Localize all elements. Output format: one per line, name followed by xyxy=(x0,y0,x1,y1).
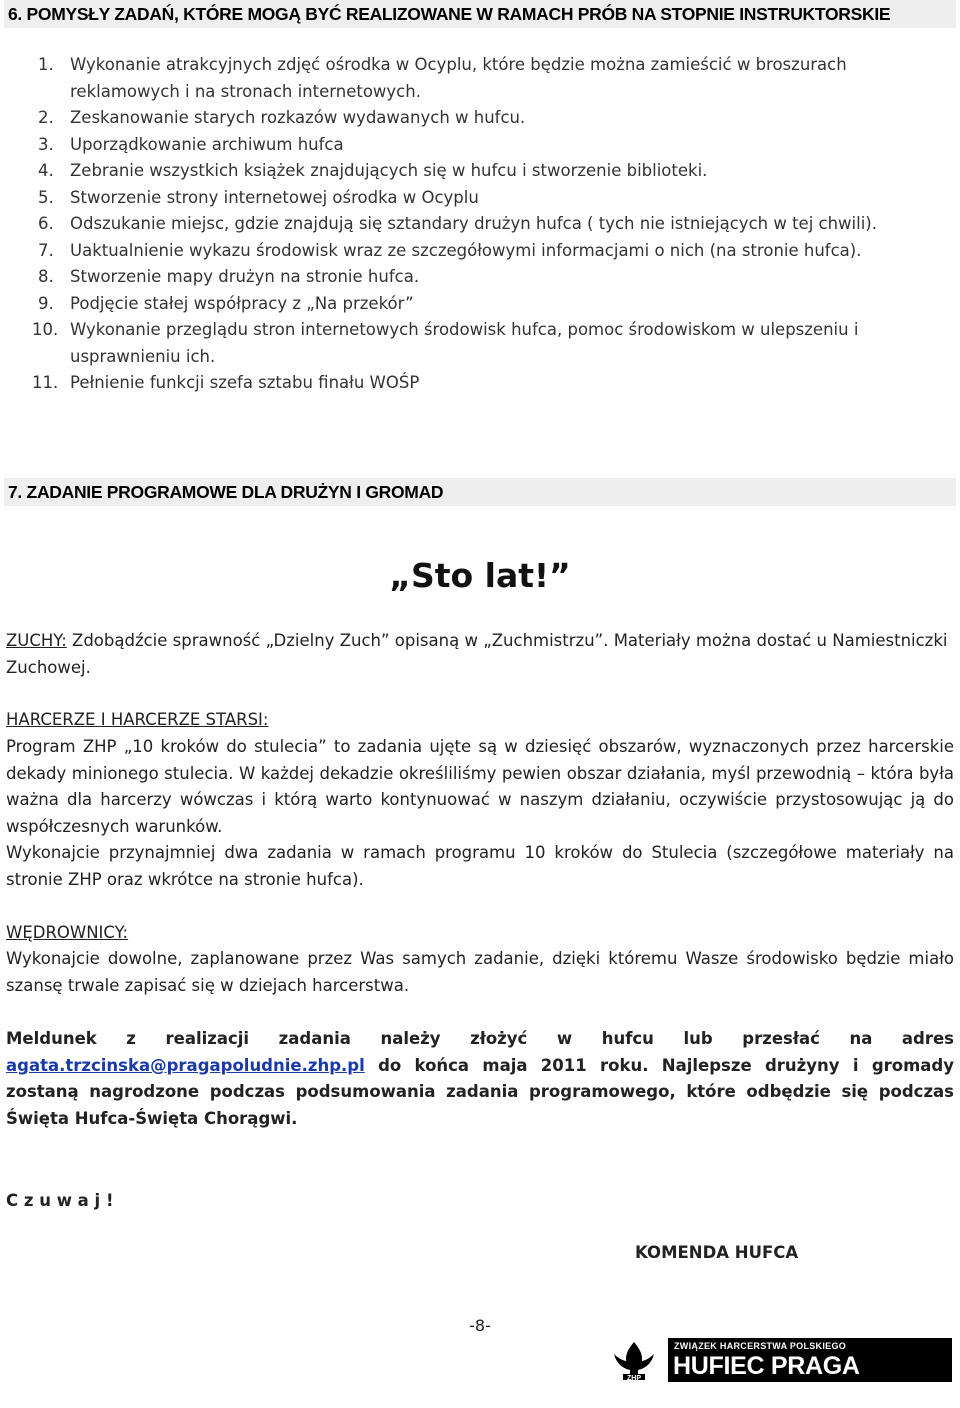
logo-banner xyxy=(668,1338,952,1408)
list-item-number: 5. xyxy=(38,187,54,207)
meldunek-text-post: do końca maja 2011 roku. Najlepsze drużyny i gromady zostaną nagrodzone podczas podsumowania zadania programowego, które odbędzie się podczas Święta Hufca-Święta Chorągwi. xyxy=(6,1055,954,1128)
section-7-heading xyxy=(4,478,956,506)
email-link[interactable]: agata.trzcinska@pragapoludnie.zhp.pl xyxy=(6,1055,365,1075)
list-item-number: 1. xyxy=(38,55,54,74)
list-item-text: Stworzenie strony internetowej ośrodka w Ocyplu xyxy=(70,187,479,207)
list-item-number: 10. xyxy=(32,320,59,339)
logo-unit-name: HUFIEC PRAGA POŁUDNIE xyxy=(673,1352,859,1408)
meldunek-text-pre: Meldunek z realizacji zadania należy złożyć w hufcu lub przesłać na adres xyxy=(6,1029,954,1048)
list-item xyxy=(38,238,938,265)
harcerze-paragraph-2: Wykonajcie przynajmniej dwa zadania w ramach programu 10 kroków do Stulecia (szczegółowe materiały na stronie ZHP oraz wkrótce na stronie hufca). xyxy=(6,843,954,889)
emblem-text: ZHP xyxy=(627,1375,641,1382)
list-item-number: 9. xyxy=(38,293,54,313)
zuchy-text: Zdobądźcie sprawność „Dzielny Zuch” opisaną w „Zuchmistrzu”. Materiały można dostać u Namiestniczki Zuchowej. xyxy=(6,631,948,677)
section-7-heading-text: 7. ZADANIE PROGRAMOWE DLA DRUŻYN I GROMAD xyxy=(8,482,444,502)
list-item-text: Uporządkowanie archiwum hufca xyxy=(70,134,344,154)
list-item-number: 4. xyxy=(38,161,54,180)
list-item xyxy=(38,264,938,291)
komenda-signature: KOMENDA HUFCA xyxy=(635,1243,799,1262)
list-item xyxy=(38,105,938,132)
section-6-heading-text: 6. POMYSŁY ZADAŃ, KTÓRE MOGĄ BYĆ REALIZOWANE W RAMACH PRÓB NA STOPNIE INSTRUKTORSKIE xyxy=(8,4,891,24)
page-number: -8- xyxy=(469,1316,491,1335)
logo-organization: ZWIĄZEK HARCERSTWA POLSKIEGO xyxy=(674,1341,847,1351)
list-item-text: Wykonanie atrakcyjnych zdjęć ośrodka w Ocyplu, które będzie można zamieścić w broszurach reklamowych i na stronach internetowych. xyxy=(70,55,847,101)
section-6-heading xyxy=(4,0,956,28)
meldunek-paragraph xyxy=(6,1026,954,1132)
list-item xyxy=(38,52,938,105)
list-item-text: Wykonanie przeglądu stron internetowych środowisk hufca, pomoc środowiskom w ulepszeniu i usprawnieniu ich. xyxy=(70,320,859,366)
task-ideas-list xyxy=(32,52,938,397)
list-item xyxy=(32,317,938,370)
zuchy-paragraph xyxy=(6,628,954,681)
list-item xyxy=(38,158,938,185)
task-title: „Sto lat!” xyxy=(389,556,571,595)
harcerze-label-text: HARCERZE I HARCERZE STARSI: xyxy=(6,710,269,729)
list-item-number: 11. xyxy=(32,373,59,392)
wedrownicy-label xyxy=(6,920,954,947)
list-item-number: 7. xyxy=(38,240,54,260)
list-item-text: Zebranie wszystkich książek znajdujących się w hufcu i stworzenie biblioteki. xyxy=(70,161,708,180)
list-item-number: 3. xyxy=(38,134,54,154)
list-item-text: Pełnienie funkcji szefa sztabu finału WOŚP xyxy=(70,373,420,392)
list-item-text: Zeskanowanie starych rozkazów wydawanych w hufcu. xyxy=(70,108,526,127)
list-item xyxy=(38,211,938,238)
list-item xyxy=(38,185,938,212)
czuwaj-greeting: C z u w a j ! xyxy=(6,1191,114,1210)
list-item-text: Stworzenie mapy drużyn na stronie hufca. xyxy=(70,267,420,286)
zuchy-label: ZUCHY: xyxy=(6,631,67,650)
list-item xyxy=(38,132,938,159)
scout-lily-icon xyxy=(608,1340,660,1382)
list-item-number: 8. xyxy=(38,267,54,286)
harcerze-label xyxy=(6,707,954,734)
list-item-text: Uaktualnienie wykazu środowisk wraz ze szczegółowymi informacjami o nich (na stronie hufca). xyxy=(70,240,862,260)
list-item xyxy=(38,291,938,318)
hufiec-logo xyxy=(608,1338,952,1408)
wedrownicy-label-text: WĘDROWNICY: xyxy=(6,923,129,942)
harcerze-paragraph-1: Program ZHP „10 kroków do stulecia” to zadania ujęte są w dziesięć obszarów, wyznaczonych przez harcerskie dekady minionego stulecia. W każdej dekadzie określiliśmy pewien obszar działania, myśl przewodnią – która była ważna dla harcerzy wówczas i którą warto kontynuować w naszym działaniu, oczywiście przystosowując ją do współczesnych warunków. xyxy=(6,737,954,836)
list-item-text: Podjęcie stałej współpracy z „Na przekór” xyxy=(70,293,414,313)
wedrownicy-paragraph: Wykonajcie dowolne, zaplanowane przez Was samych zadanie, dzięki któremu Wasze środowisko będzie miało szansę trwale zapisać się w dziejach harcerstwa. xyxy=(6,949,954,995)
list-item-text: Odszukanie miejsc, gdzie znajdują się sztandary drużyn hufca ( tych nie istniejących w tej chwili). xyxy=(70,214,877,233)
list-item-number: 2. xyxy=(38,108,54,127)
list-item-number: 6. xyxy=(38,214,54,233)
list-item xyxy=(32,370,938,397)
